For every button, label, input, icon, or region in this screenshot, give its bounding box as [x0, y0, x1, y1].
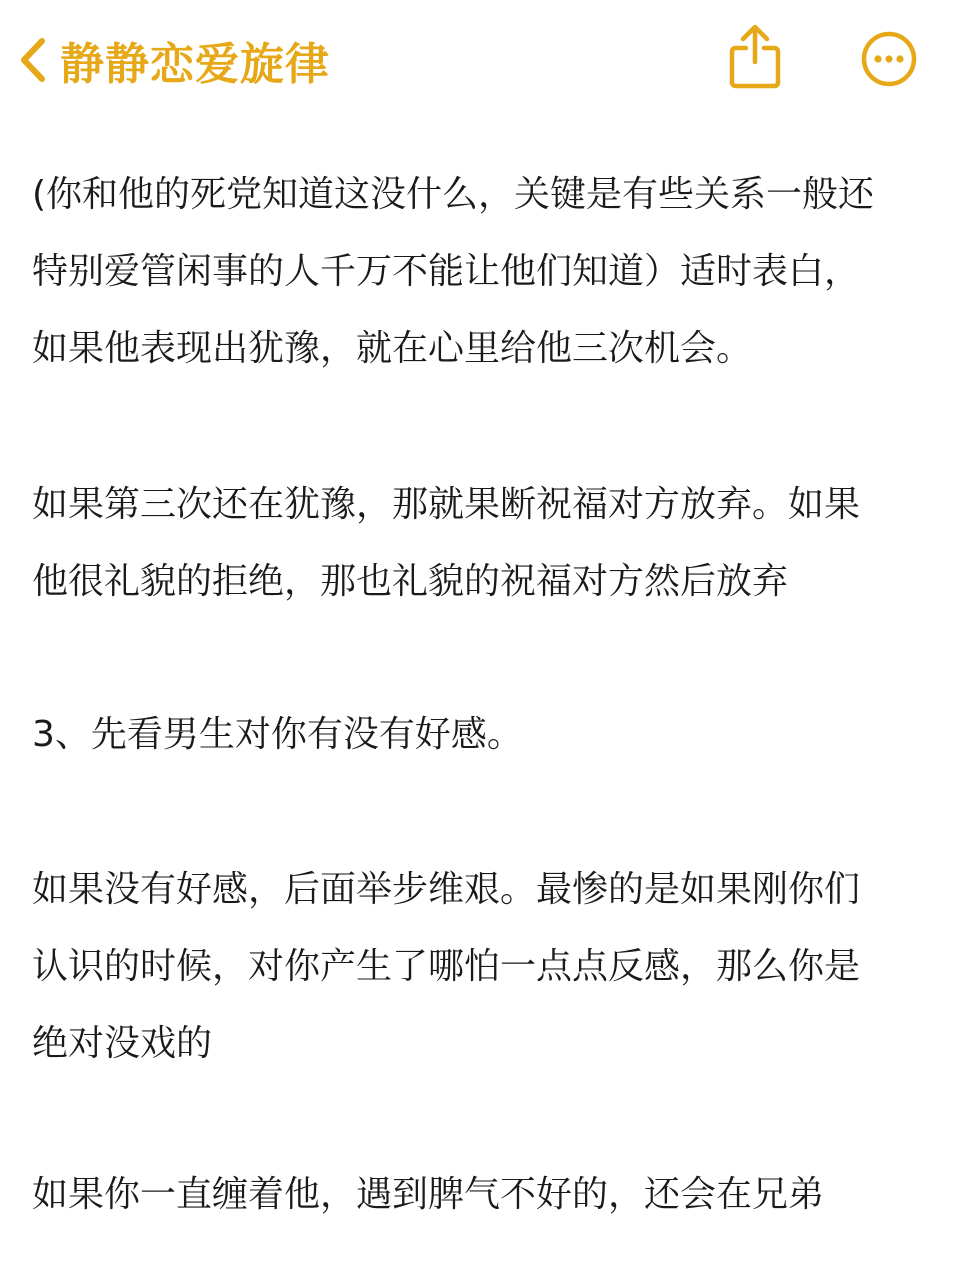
- share-button[interactable]: [726, 22, 784, 90]
- note-paragraph: [32, 696, 523, 773]
- note-paragraph: [32, 156, 874, 387]
- note-line: 如果没有好感，后面举步维艰。最惨的是如果刚你们: [32, 869, 861, 910]
- note-line: 他很礼貌的拒绝，那也礼貌的祝福对方然后放弃: [32, 561, 789, 602]
- note-paragraph: [32, 1156, 824, 1233]
- note-line: 如果你一直缠着他，遇到脾气不好的，还会在兄弟: [32, 1174, 825, 1215]
- navigation-bar: [0, 0, 960, 120]
- note-line: (你和他的死党知道这没什么，关键是有些关系一般还: [32, 174, 875, 215]
- note-line: 如果他表现出犹豫，就在心里给他三次机会。: [32, 328, 753, 369]
- note-paragraph: [32, 466, 860, 620]
- back-button[interactable]: [18, 28, 330, 92]
- note-line: 绝对没戏的: [32, 1023, 213, 1064]
- chevron-left-icon: [18, 35, 48, 85]
- back-label: 静静恋爱旋律: [60, 39, 330, 90]
- note-line: 3、先看男生对你有没有好感。: [32, 714, 523, 755]
- more-ellipsis-icon: [860, 30, 918, 88]
- note-line: 如果第三次还在犹豫，那就果断祝福对方放弃。如果: [32, 484, 861, 525]
- note-line: 认识的时候，对你产生了哪怕一点点反感，那么你是: [32, 946, 861, 987]
- share-icon: [726, 22, 784, 90]
- note-paragraph: [32, 851, 860, 1082]
- more-options-button[interactable]: [860, 30, 918, 88]
- note-line: 特别爱管闲事的人千万不能让他们知道）适时表白，: [32, 251, 861, 292]
